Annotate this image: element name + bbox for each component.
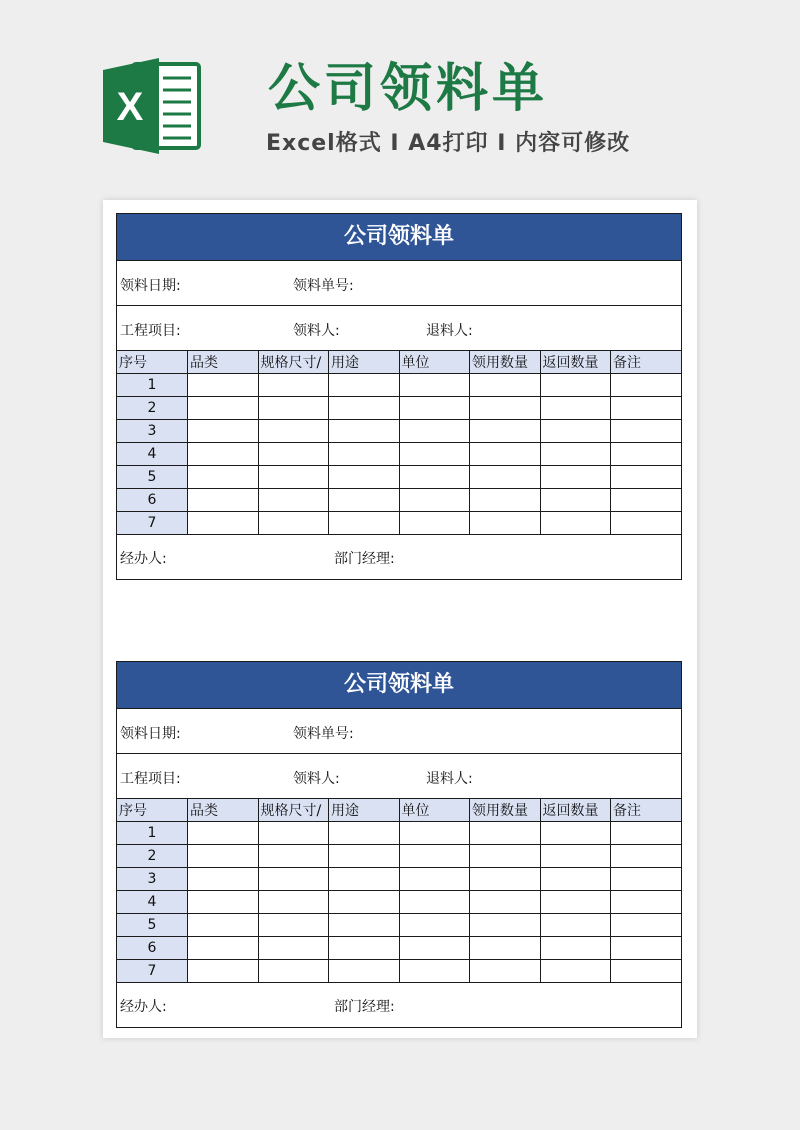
- number-label: 领料单号:: [293, 278, 354, 294]
- table-cell[interactable]: [329, 443, 400, 466]
- table-cell[interactable]: [399, 512, 470, 535]
- table-cell[interactable]: [188, 822, 259, 845]
- table-cell[interactable]: [611, 914, 682, 937]
- table-cell[interactable]: [470, 937, 541, 960]
- row-index: 2: [117, 397, 188, 420]
- document-page: [103, 200, 697, 1038]
- table-cell[interactable]: [258, 397, 329, 420]
- table-cell[interactable]: [258, 822, 329, 845]
- date-number-row: [117, 709, 681, 754]
- table-cell[interactable]: [470, 512, 541, 535]
- table-cell[interactable]: [611, 512, 682, 535]
- row-index: 5: [117, 914, 188, 937]
- table-cell[interactable]: [470, 397, 541, 420]
- row-index: 1: [117, 822, 188, 845]
- table-cell[interactable]: [329, 489, 400, 512]
- table-cell[interactable]: [329, 420, 400, 443]
- table-cell[interactable]: [399, 443, 470, 466]
- table-cell[interactable]: [188, 466, 259, 489]
- table-row: [117, 868, 681, 891]
- table-cell[interactable]: [188, 397, 259, 420]
- project-row: [117, 306, 681, 351]
- table-cell[interactable]: [399, 845, 470, 868]
- table-row: [117, 397, 681, 420]
- table-cell[interactable]: [470, 868, 541, 891]
- col-spec: 规格尺寸/: [258, 799, 329, 822]
- table-cell[interactable]: [611, 489, 682, 512]
- signature-row: [117, 535, 681, 579]
- table-row: [117, 374, 681, 397]
- table-row: [117, 960, 681, 983]
- table-cell[interactable]: [188, 845, 259, 868]
- date-number-row: [117, 261, 681, 306]
- table-row: [117, 512, 681, 535]
- col-remarks: 备注: [611, 799, 682, 822]
- table-cell[interactable]: [188, 937, 259, 960]
- table-row: [117, 466, 681, 489]
- form-title: 公司领料单: [117, 214, 681, 261]
- col-unit: 单位: [399, 351, 470, 374]
- table-cell[interactable]: [399, 891, 470, 914]
- table-cell[interactable]: [329, 512, 400, 535]
- table-cell[interactable]: [470, 822, 541, 845]
- table-cell[interactable]: [188, 443, 259, 466]
- signature-row: [117, 983, 681, 1027]
- col-spec: 规格尺寸/: [258, 351, 329, 374]
- row-index: 5: [117, 466, 188, 489]
- col-qty-returned: 返回数量: [540, 799, 611, 822]
- table-cell[interactable]: [540, 845, 611, 868]
- table-cell[interactable]: [540, 914, 611, 937]
- table-cell[interactable]: [611, 845, 682, 868]
- row-index: 3: [117, 868, 188, 891]
- handler-label: 经办人:: [120, 551, 167, 567]
- table-cell[interactable]: [470, 914, 541, 937]
- table-cell[interactable]: [258, 914, 329, 937]
- table-cell[interactable]: [329, 914, 400, 937]
- row-index: 7: [117, 512, 188, 535]
- row-index: 4: [117, 443, 188, 466]
- table-cell[interactable]: [540, 443, 611, 466]
- table-cell[interactable]: [188, 960, 259, 983]
- table-cell[interactable]: [329, 374, 400, 397]
- table-cell[interactable]: [258, 937, 329, 960]
- table-cell[interactable]: [258, 891, 329, 914]
- table-cell[interactable]: [399, 960, 470, 983]
- table-cell[interactable]: [329, 845, 400, 868]
- col-qty-returned: 返回数量: [540, 351, 611, 374]
- row-index: 3: [117, 420, 188, 443]
- table-cell[interactable]: [399, 914, 470, 937]
- table-cell[interactable]: [470, 891, 541, 914]
- manager-label: 部门经理:: [334, 999, 395, 1015]
- table-cell[interactable]: [540, 891, 611, 914]
- table-cell[interactable]: [258, 374, 329, 397]
- table-cell[interactable]: [258, 489, 329, 512]
- table-cell[interactable]: [540, 868, 611, 891]
- table-cell[interactable]: [329, 466, 400, 489]
- table-cell[interactable]: [329, 937, 400, 960]
- table-cell[interactable]: [470, 466, 541, 489]
- date-label: 领料日期:: [120, 726, 181, 742]
- table-cell[interactable]: [470, 489, 541, 512]
- returner-label: 退料人:: [426, 771, 473, 787]
- manager-label: 部门经理:: [334, 551, 395, 567]
- table-cell[interactable]: [611, 397, 682, 420]
- materials-table: [117, 799, 681, 983]
- row-index: 7: [117, 960, 188, 983]
- table-cell[interactable]: [470, 420, 541, 443]
- table-header-row: [117, 799, 681, 822]
- table-row: [117, 420, 681, 443]
- table-cell[interactable]: [611, 822, 682, 845]
- table-cell[interactable]: [258, 512, 329, 535]
- table-cell[interactable]: [540, 822, 611, 845]
- project-row: [117, 754, 681, 799]
- table-cell[interactable]: [611, 868, 682, 891]
- table-cell[interactable]: [470, 960, 541, 983]
- table-cell[interactable]: [611, 891, 682, 914]
- page-title: 公司领料单: [268, 59, 549, 119]
- table-header-row: [117, 351, 681, 374]
- materials-table: [117, 351, 681, 535]
- project-label: 工程项目:: [120, 323, 181, 339]
- table-cell[interactable]: [540, 374, 611, 397]
- table-cell[interactable]: [611, 374, 682, 397]
- date-label: 领料日期:: [120, 278, 181, 294]
- col-unit: 单位: [399, 799, 470, 822]
- form-title: 公司领料单: [117, 662, 681, 709]
- col-remarks: 备注: [611, 351, 682, 374]
- table-cell[interactable]: [258, 960, 329, 983]
- row-index: 2: [117, 845, 188, 868]
- table-cell[interactable]: [540, 489, 611, 512]
- table-cell[interactable]: [258, 420, 329, 443]
- row-index: 4: [117, 891, 188, 914]
- excel-logo-icon: [103, 58, 203, 154]
- table-cell[interactable]: [540, 466, 611, 489]
- table-row: [117, 443, 681, 466]
- table-cell[interactable]: [258, 443, 329, 466]
- table-cell[interactable]: [540, 420, 611, 443]
- table-cell[interactable]: [188, 868, 259, 891]
- table-cell[interactable]: [329, 868, 400, 891]
- table-cell[interactable]: [540, 960, 611, 983]
- table-cell[interactable]: [470, 374, 541, 397]
- table-cell[interactable]: [329, 891, 400, 914]
- table-cell[interactable]: [540, 512, 611, 535]
- table-row: [117, 914, 681, 937]
- col-qty-issued: 领用数量: [470, 351, 541, 374]
- table-row: [117, 822, 681, 845]
- table-cell[interactable]: [258, 868, 329, 891]
- col-category: 品类: [188, 799, 259, 822]
- receiver-label: 领料人:: [293, 771, 340, 787]
- logo-letter: X: [116, 85, 144, 129]
- col-usage: 用途: [329, 799, 400, 822]
- page-subtitle: Excel格式 I A4打印 I 内容可修改: [266, 131, 631, 156]
- table-cell[interactable]: [188, 420, 259, 443]
- table-cell[interactable]: [611, 937, 682, 960]
- requisition-form-2: [116, 661, 682, 1028]
- table-cell[interactable]: [329, 397, 400, 420]
- table-cell[interactable]: [611, 960, 682, 983]
- row-index: 6: [117, 937, 188, 960]
- table-cell[interactable]: [399, 466, 470, 489]
- col-category: 品类: [188, 351, 259, 374]
- requisition-form-1: [116, 213, 682, 580]
- table-cell[interactable]: [258, 845, 329, 868]
- number-label: 领料单号:: [293, 726, 354, 742]
- table-cell[interactable]: [540, 937, 611, 960]
- project-label: 工程项目:: [120, 771, 181, 787]
- table-cell[interactable]: [188, 914, 259, 937]
- table-cell[interactable]: [399, 822, 470, 845]
- col-index: 序号: [117, 799, 188, 822]
- table-cell[interactable]: [470, 845, 541, 868]
- table-cell[interactable]: [399, 397, 470, 420]
- table-cell[interactable]: [188, 489, 259, 512]
- table-cell[interactable]: [329, 822, 400, 845]
- row-index: 6: [117, 489, 188, 512]
- col-index: 序号: [117, 351, 188, 374]
- page-header: [0, 0, 800, 200]
- table-row: [117, 937, 681, 960]
- table-cell[interactable]: [399, 420, 470, 443]
- handler-label: 经办人:: [120, 999, 167, 1015]
- table-row: [117, 845, 681, 868]
- table-cell[interactable]: [188, 512, 259, 535]
- table-cell[interactable]: [399, 374, 470, 397]
- table-cell[interactable]: [399, 868, 470, 891]
- table-cell[interactable]: [470, 443, 541, 466]
- table-cell[interactable]: [399, 937, 470, 960]
- table-row: [117, 891, 681, 914]
- table-cell[interactable]: [399, 489, 470, 512]
- returner-label: 退料人:: [426, 323, 473, 339]
- row-index: 1: [117, 374, 188, 397]
- table-cell[interactable]: [611, 443, 682, 466]
- col-usage: 用途: [329, 351, 400, 374]
- table-cell[interactable]: [188, 891, 259, 914]
- table-cell[interactable]: [611, 466, 682, 489]
- table-cell[interactable]: [540, 397, 611, 420]
- table-cell[interactable]: [258, 466, 329, 489]
- receiver-label: 领料人:: [293, 323, 340, 339]
- table-cell[interactable]: [611, 420, 682, 443]
- table-row: [117, 489, 681, 512]
- col-qty-issued: 领用数量: [470, 799, 541, 822]
- table-cell[interactable]: [188, 374, 259, 397]
- table-cell[interactable]: [329, 960, 400, 983]
